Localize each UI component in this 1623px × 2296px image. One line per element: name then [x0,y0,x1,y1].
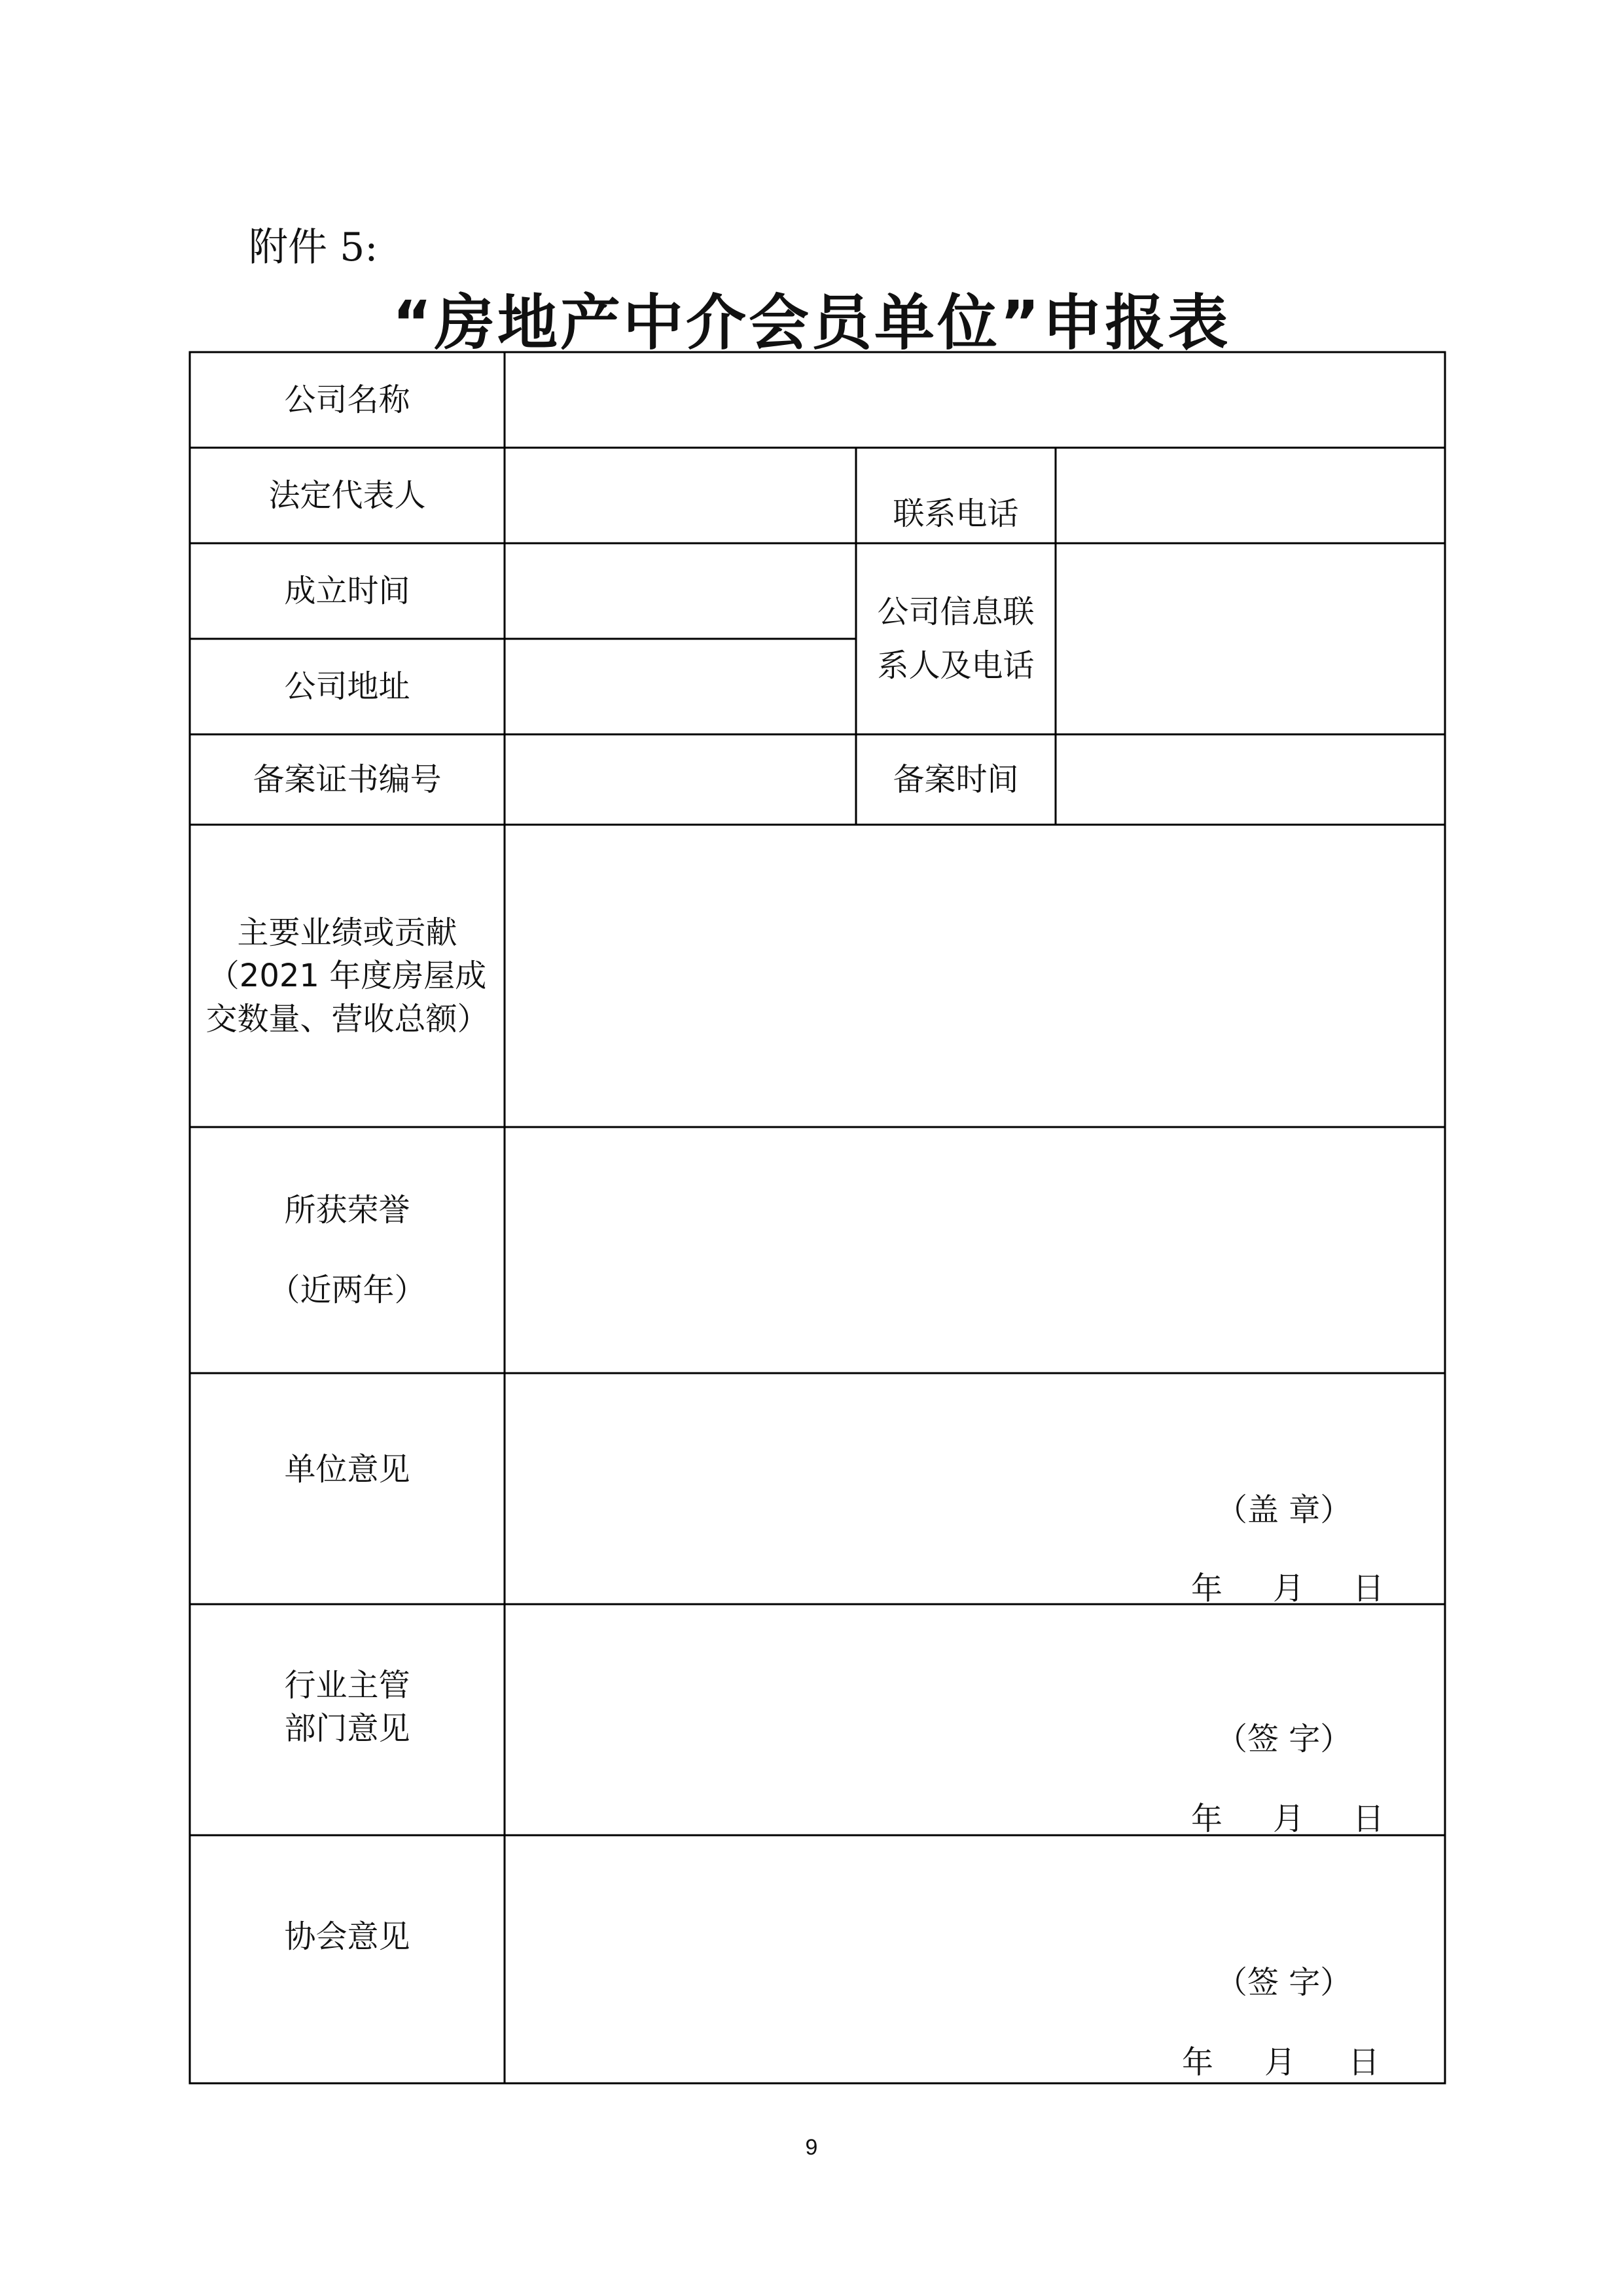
label-achievements [191,826,503,1126]
achievements-line3: 交数量、营收总额） [205,1001,489,1037]
page-number: 9 [805,2135,818,2160]
label-cert-no: 备案证书编号 [253,761,442,798]
assoc-opinion-text: 协会意见 [284,1918,410,1955]
date-month-assoc: 月 [1264,2044,1296,2081]
date-year-unit: 年 [1191,1570,1223,1607]
date-year-dept: 年 [1191,1801,1223,1837]
date-day-assoc: 日 [1348,2044,1380,2081]
honors-line2: （近两年） [268,1272,426,1308]
label-company-name: 公司名称 [284,382,410,418]
label-contact [857,545,1054,733]
label-dept-opinion [191,1605,503,1834]
label-established: 成立时间 [284,573,410,609]
contact-line2: 系人及电话 [877,647,1035,684]
dept-line2: 部门意见 [284,1710,410,1747]
honors-line1: 所获荣誉 [284,1192,410,1229]
date-day-unit: 日 [1353,1570,1385,1607]
sign-note-dept: （签 字） [1216,1721,1352,1757]
label-assoc-opinion [191,1837,503,2082]
date-year-assoc: 年 [1182,2044,1214,2081]
date-month-dept: 月 [1273,1801,1305,1837]
label-legal-rep: 法定代表人 [268,477,426,514]
date-day-dept: 日 [1353,1801,1385,1837]
label-address: 公司地址 [284,668,410,705]
attachment-label: 附件 5: [249,224,378,270]
contact-line1: 公司信息联 [877,594,1035,630]
label-record-time: 备案时间 [893,761,1019,798]
label-honors [191,1128,503,1372]
seal-note-unit: （盖 章） [1216,1492,1352,1528]
label-phone: 联系电话 [893,495,1019,532]
sign-note-assoc: （签 字） [1216,1964,1352,2001]
form-title: “房地产中介会员单位”申报表 [392,288,1231,358]
achievements-line2: （2021 年度房屋成 [207,958,487,994]
date-month-unit: 月 [1273,1570,1305,1607]
unit-opinion-text: 单位意见 [284,1450,410,1488]
label-unit-opinion [191,1374,503,1603]
achievements-line1: 主要业绩或贡献 [237,914,457,951]
dept-line1: 行业主管 [284,1666,410,1704]
